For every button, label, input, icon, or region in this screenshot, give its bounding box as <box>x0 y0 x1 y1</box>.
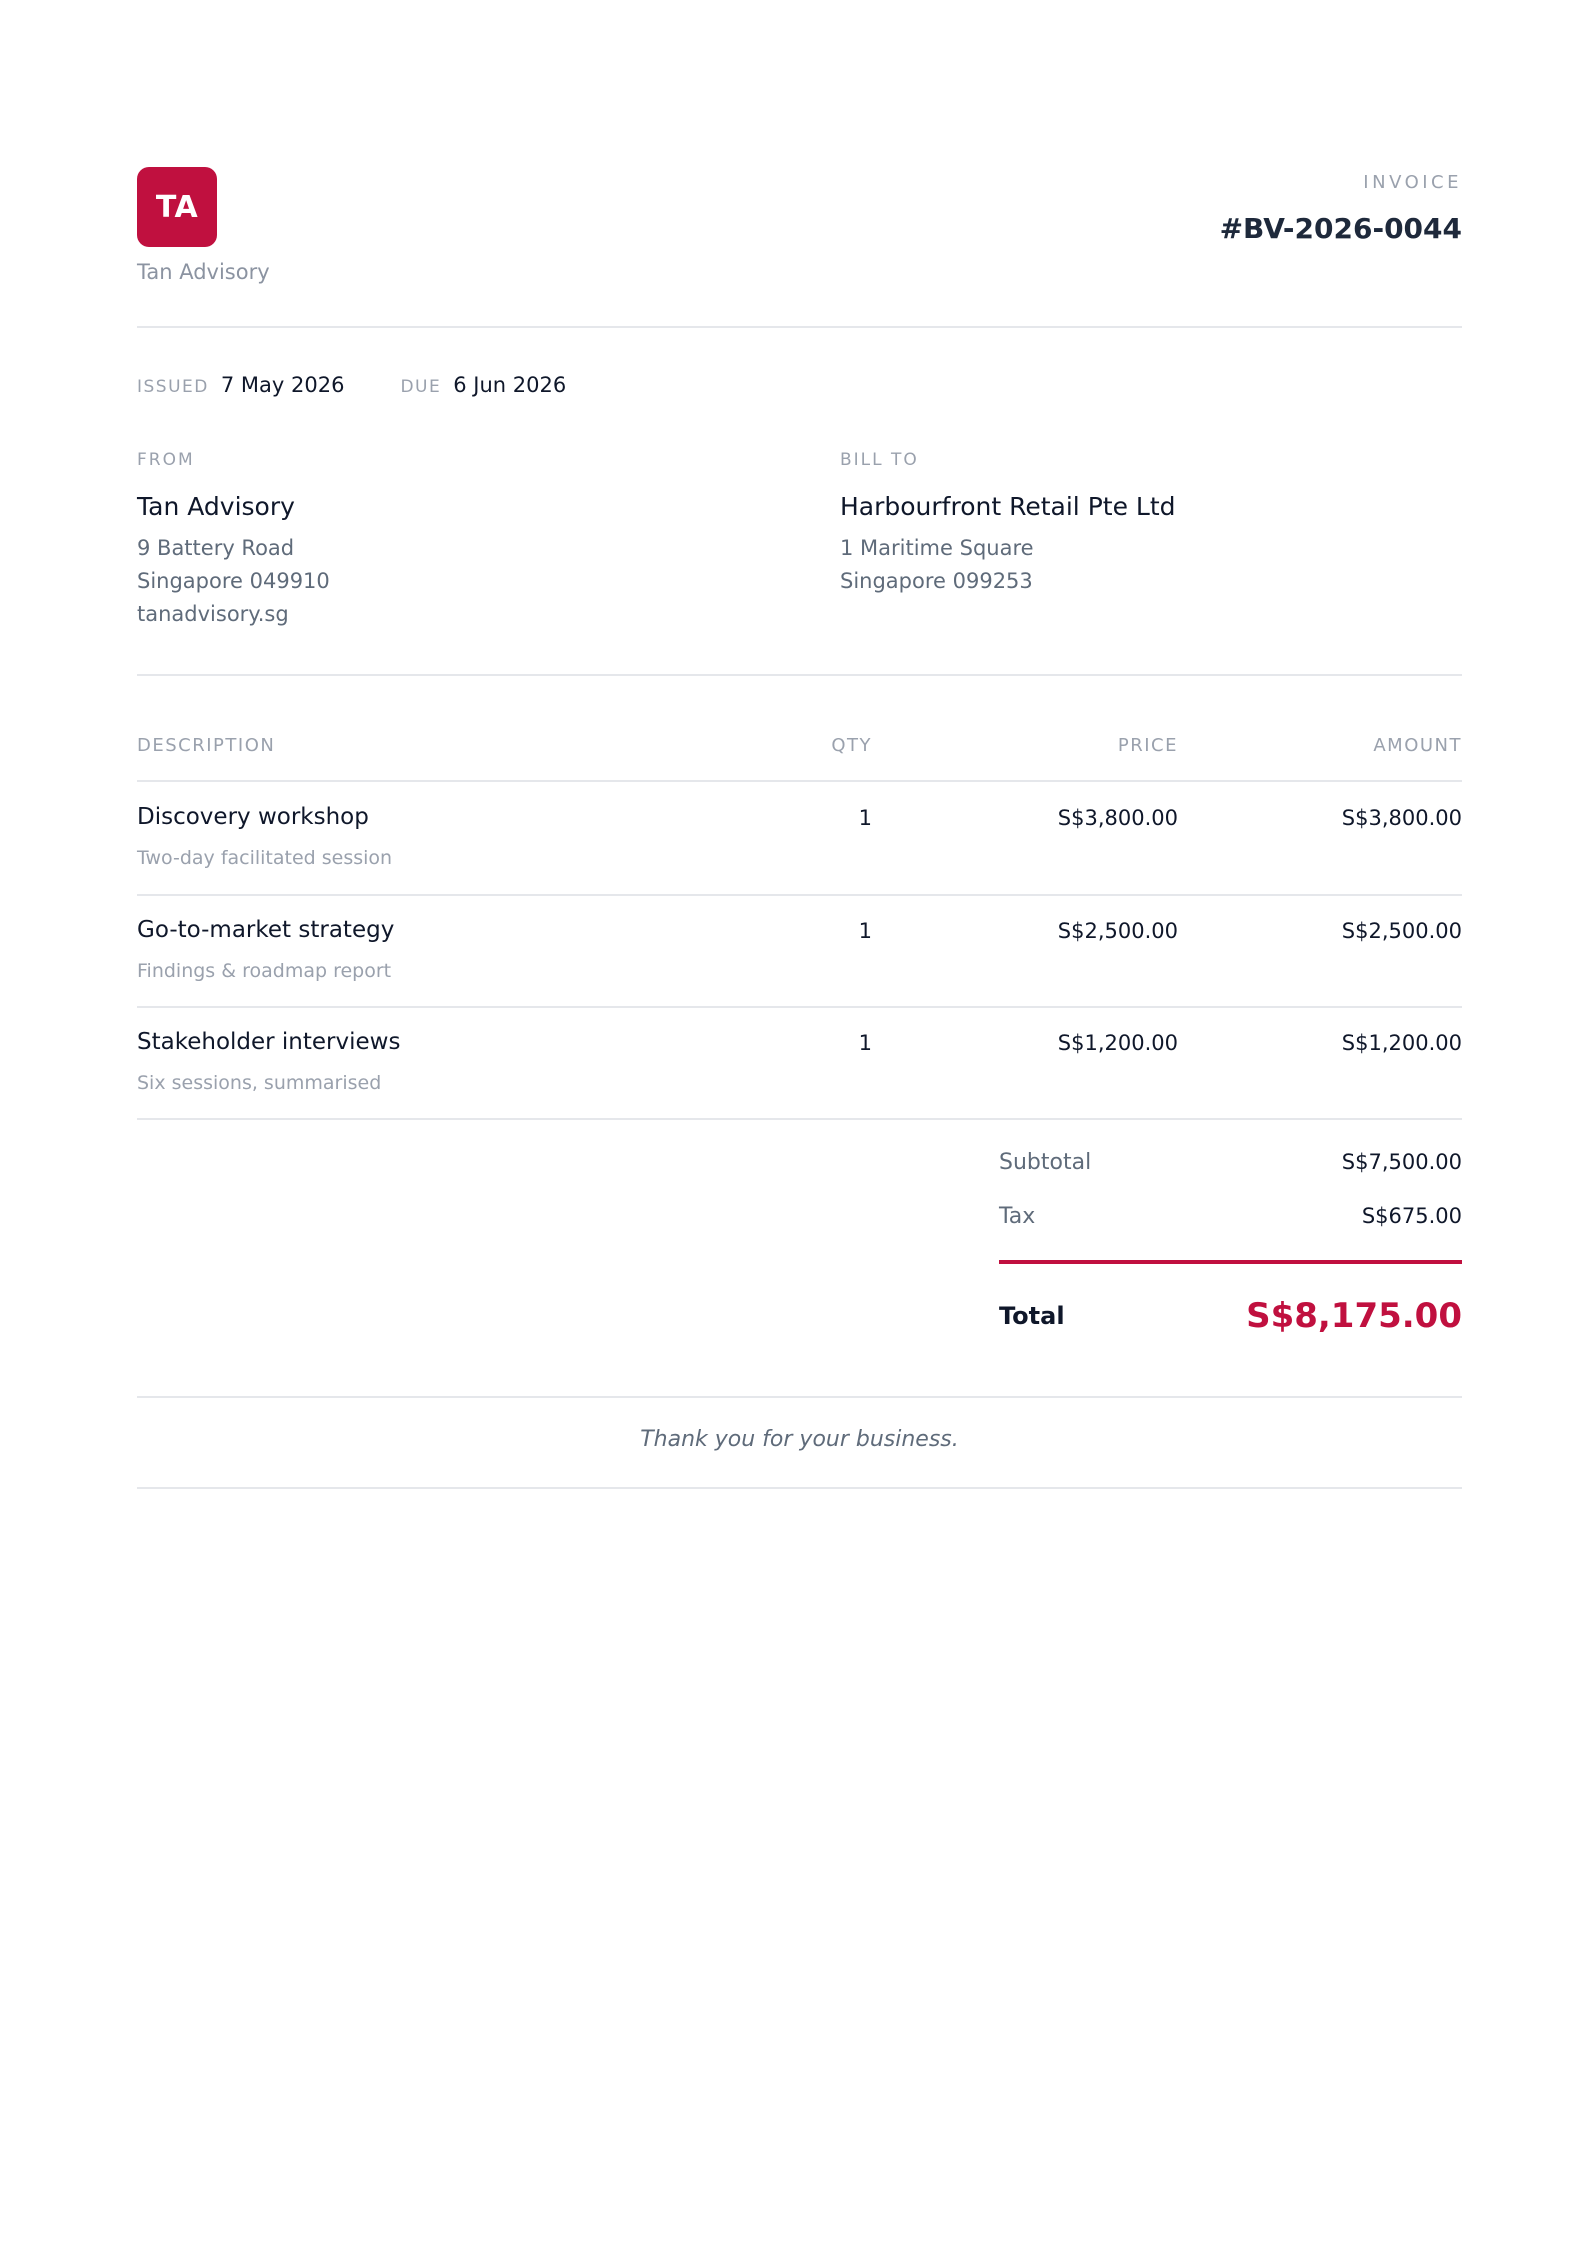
invoice-dates <box>137 373 622 403</box>
from-label: FROM <box>137 450 195 470</box>
due-date: 6 Jun 2026 <box>453 373 567 397</box>
company-logo: TA <box>137 167 217 247</box>
from-address-line: 9 Battery Road <box>137 536 295 560</box>
from-name: Tan Advisory <box>137 492 295 521</box>
subtotal-line <box>999 1150 1462 1180</box>
from-block <box>137 448 737 631</box>
header-divider <box>137 326 1462 328</box>
column-header-amount: AMOUNT <box>1373 735 1462 756</box>
footer-bottom-divider <box>137 1487 1462 1489</box>
invoice-header <box>137 167 1462 327</box>
parties-divider <box>137 674 1462 676</box>
item-subtitle: Findings & roadmap report <box>137 960 392 982</box>
item-amount: S$3,800.00 <box>1341 806 1462 830</box>
item-price: S$3,800.00 <box>1057 806 1178 830</box>
item-subtitle: Six sessions, summarised <box>137 1072 382 1094</box>
item-qty: 1 <box>858 806 872 830</box>
table-row <box>137 782 1462 894</box>
footer-top-divider <box>137 1396 1462 1398</box>
bill-to-block <box>840 448 1440 598</box>
bill-to-name: Harbourfront Retail Pte Ltd <box>840 492 1176 521</box>
invoice-label: INVOICE <box>1363 172 1462 193</box>
bill-to-label: BILL TO <box>840 450 919 470</box>
subtotal-value: S$7,500.00 <box>1341 1150 1462 1174</box>
item-price: S$2,500.00 <box>1057 919 1178 943</box>
invoice-number: #BV-2026-0044 <box>1219 212 1462 245</box>
tax-line <box>999 1204 1462 1234</box>
total-line <box>999 1292 1462 1336</box>
thank-you-note: Thank you for your business. <box>640 1427 959 1452</box>
tax-label: Tax <box>999 1204 1036 1229</box>
item-amount: S$1,200.00 <box>1341 1031 1462 1055</box>
item-amount: S$2,500.00 <box>1341 919 1462 943</box>
item-price: S$1,200.00 <box>1057 1031 1178 1055</box>
item-subtitle: Two-day facilitated session <box>137 847 393 869</box>
from-address-line: Singapore 049910 <box>137 569 330 593</box>
due-label: DUE <box>400 377 442 397</box>
total-label: Total <box>999 1302 1065 1330</box>
table-row <box>137 1007 1462 1119</box>
item-title: Discovery workshop <box>137 804 369 830</box>
column-header-qty: QTY <box>831 735 872 756</box>
subtotal-label: Subtotal <box>999 1150 1092 1175</box>
company-name: Tan Advisory <box>137 260 270 284</box>
issued-label: ISSUED <box>137 377 209 397</box>
row-divider <box>137 1118 1462 1120</box>
total-value: S$8,175.00 <box>1246 1296 1462 1336</box>
column-header-description: DESCRIPTION <box>137 735 276 756</box>
item-title: Stakeholder interviews <box>137 1029 401 1055</box>
bill-to-address-line: 1 Maritime Square <box>840 536 1034 560</box>
from-website: tanadvisory.sg <box>137 602 289 626</box>
item-title: Go-to-market strategy <box>137 917 395 943</box>
total-divider <box>999 1260 1462 1264</box>
tax-value: S$675.00 <box>1361 1204 1462 1228</box>
from-address <box>137 532 737 631</box>
line-items-header <box>137 735 1462 765</box>
column-header-price: PRICE <box>1117 735 1178 756</box>
item-qty: 1 <box>858 1031 872 1055</box>
table-row <box>137 895 1462 1007</box>
item-qty: 1 <box>858 919 872 943</box>
issued-date: 7 May 2026 <box>220 373 345 397</box>
bill-to-address <box>840 532 1440 598</box>
bill-to-address-line: Singapore 099253 <box>840 569 1033 593</box>
